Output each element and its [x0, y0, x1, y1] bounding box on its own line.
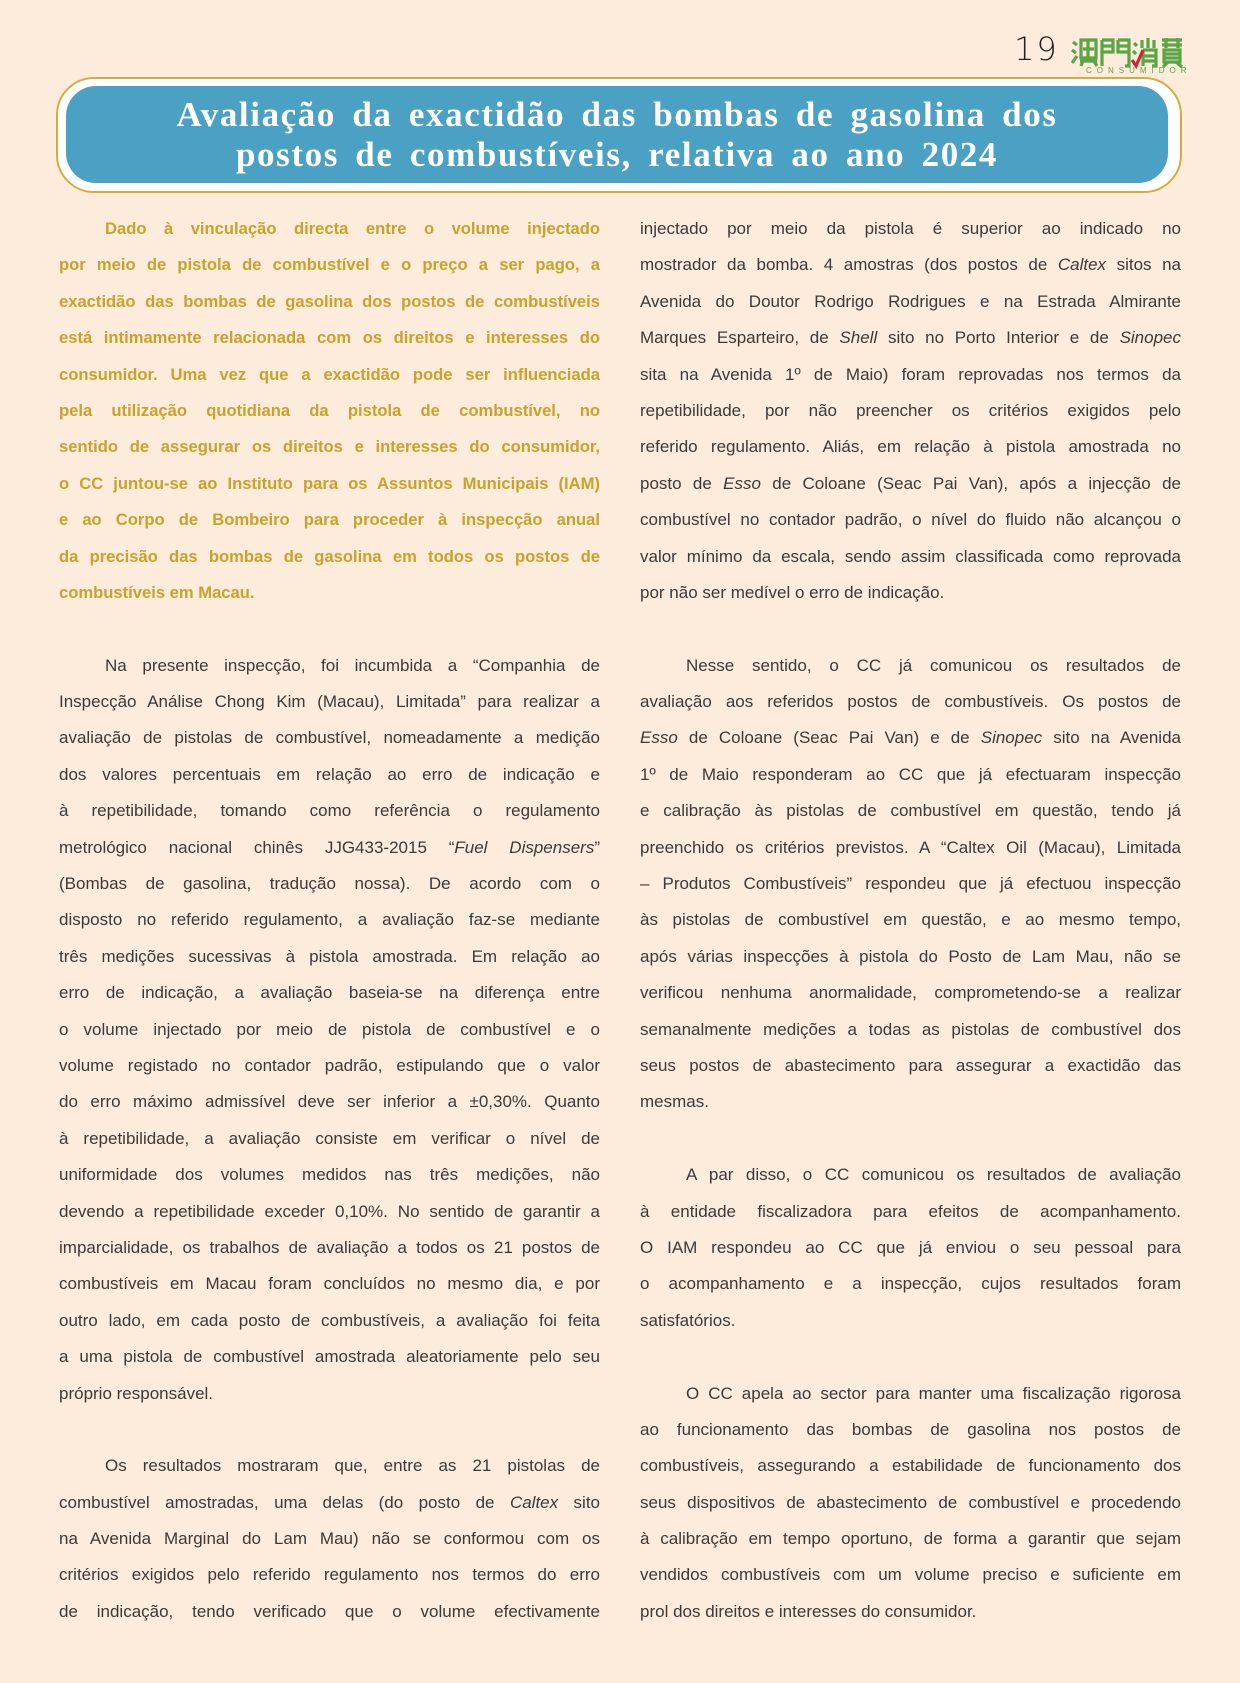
- text-line: (Bombas de gasolina, tradução nossa). De acordo com o: [59, 874, 600, 894]
- paragraph-spacer: [640, 1121, 1181, 1157]
- body-paragraph: [640, 1157, 1181, 1339]
- title-banner: [56, 77, 1182, 193]
- text-line: Esso de Coloane (Seac Pai Van) e de Sinopec sito na Avenida: [640, 728, 1181, 748]
- text-line: posto de Esso de Coloane (Seac Pai Van), após a injecção de: [640, 473, 1181, 493]
- text-line: Dado à vinculação directa entre o volume injectado: [105, 219, 600, 238]
- text-line: combustível amostradas, uma delas (do posto de Caltex sito: [59, 1492, 600, 1512]
- text-line: Avenida do Doutor Rodrigo Rodrigues e na Estrada Almirante: [640, 291, 1181, 311]
- intro-paragraph: [59, 211, 600, 611]
- paragraph-spacer: [59, 611, 600, 647]
- body-paragraph: [640, 1376, 1181, 1631]
- text-line: próprio responsável.: [59, 1383, 214, 1403]
- text-line: após várias inspecções à pistola do Posto de Lam Mau, não se: [640, 946, 1181, 966]
- paragraph-spacer: [59, 1412, 600, 1448]
- italic-brand-name: Shell: [839, 328, 878, 348]
- text-line: e calibração às pistolas de combustível em questão, tendo já: [640, 801, 1181, 821]
- text-line: Os resultados mostraram que, entre as 21 pistolas de: [105, 1456, 600, 1476]
- italic-brand-name: Caltex: [509, 1492, 559, 1512]
- right-text-column: [640, 211, 1181, 1630]
- text-line: de indicação, tendo verificado que o volume efectivamente: [59, 1601, 600, 1621]
- text-line: está intimamente relacionada com os direitos e interesses do: [59, 328, 600, 348]
- italic-brand-name: Sinopec: [980, 728, 1043, 748]
- text-line: ao funcionamento das bombas de gasolina nos postos de: [640, 1419, 1181, 1439]
- text-line: o CC juntou-se ao Instituto para os Assuntos Municipais (IAM): [59, 473, 600, 493]
- text-line: erro de indicação, a avaliação baseia-se na diferença entre: [59, 983, 600, 1003]
- text-line: valor mínimo da escala, sendo assim classificada como reprovada: [640, 546, 1181, 566]
- text-line: na Avenida Marginal do Lam Mau) não se conformou com os: [59, 1529, 600, 1549]
- text-line: e ao Corpo de Bombeiro para proceder à inspecção anual: [59, 510, 600, 530]
- text-line: injectado por meio da pistola é superior ao indicado no: [640, 219, 1181, 238]
- text-line: combustíveis em Macau.: [59, 582, 255, 602]
- page-number: 19: [1014, 30, 1059, 68]
- text-line: vendidos combustíveis com um volume preciso e suficiente em: [640, 1565, 1181, 1585]
- text-line: sita na Avenida 1º de Maio) foram reprovadas nos termos da: [640, 364, 1181, 384]
- text-line: sentido de assegurar os direitos e interesses do consumidor,: [59, 437, 600, 457]
- text-line: satisfatórios.: [640, 1310, 736, 1330]
- article-title-line-2: postos de combustíveis, relativa ao ano 2024: [235, 134, 999, 174]
- body-paragraph: [59, 1448, 600, 1630]
- text-line: por não ser medível o erro de indicação.: [640, 582, 945, 602]
- text-line: O IAM respondeu ao CC que já enviou o seu pessoal para: [640, 1237, 1181, 1257]
- text-line: outro lado, em cada posto de combustíveis, a avaliação foi feita: [59, 1310, 600, 1330]
- text-line: preenchido os critérios previstos. A “Caltex Oil (Macau), Limitada: [640, 837, 1181, 857]
- italic-brand-name: Esso: [640, 728, 678, 748]
- text-line: repetibilidade, por não preencher os critérios exigidos pelo: [640, 400, 1181, 420]
- text-line: prol dos direitos e interesses do consumidor.: [640, 1601, 977, 1621]
- text-line: imparcialidade, os trabalhos de avaliação a todos os 21 postos de: [59, 1237, 600, 1257]
- text-line: O CC apela ao sector para manter uma fiscalização rigorosa: [686, 1383, 1181, 1403]
- text-line: seus postos de abastecimento para assegurar a exactidão das: [640, 1055, 1181, 1075]
- italic-brand-name: Sinopec: [1119, 328, 1181, 348]
- text-line: dos valores percentuais em relação ao erro de indicação e: [59, 764, 600, 784]
- text-line: pela utilização quotidiana da pistola de combustível, no: [59, 400, 600, 420]
- text-line: do erro máximo admissível deve ser inferior a ±0,30%. Quanto: [59, 1092, 600, 1112]
- text-line: Inspecção Análise Chong Kim (Macau), Limitada” para realizar a: [59, 692, 600, 712]
- left-text-column: [59, 211, 600, 1630]
- text-line: semanalmente medições a todas as pistolas de combustível dos: [640, 1019, 1181, 1039]
- paragraph-spacer: [640, 611, 1181, 647]
- italic-brand-name: Esso: [723, 473, 761, 493]
- text-line: combustíveis em Macau foram concluídos no mesmo dia, e por: [59, 1274, 600, 1294]
- text-line: 1º de Maio responderam ao CC que já efectuaram inspecção: [640, 764, 1181, 784]
- text-line: mostrador da bomba. 4 amostras (dos postos de Caltex sitos na: [640, 255, 1182, 275]
- paragraph-spacer: [640, 1339, 1181, 1375]
- text-line: verificou nenhuma anormalidade, comprometendo-se a realizar: [640, 983, 1181, 1003]
- text-line: uniformidade dos volumes medidos nas três medições, não: [59, 1165, 600, 1185]
- text-line: volume registado no contador padrão, estipulando que o valor: [59, 1055, 600, 1075]
- text-line: combustível no contador padrão, o nível do fluido não alcançou o: [640, 510, 1181, 530]
- text-line: por meio de pistola de combustível e o preço a ser pago, a: [59, 255, 600, 275]
- text-line: A par disso, o CC comunicou os resultados de avaliação: [686, 1165, 1181, 1185]
- text-line: Nesse sentido, o CC já comunicou os resultados de: [686, 655, 1181, 675]
- text-line: à calibração em tempo oportuno, de forma a garantir que sejam: [640, 1529, 1181, 1549]
- text-line: avaliação de pistolas de combustível, nomeadamente a medição: [59, 728, 600, 748]
- title-box: [66, 86, 1168, 183]
- text-line: o acompanhamento e a inspecção, cujos resultados foram: [640, 1274, 1181, 1294]
- text-line: mesmas.: [640, 1092, 709, 1112]
- text-line: à repetibilidade, tomando como referência o regulamento: [59, 801, 600, 821]
- text-line: – Produtos Combustíveis” respondeu que já efectuou inspecção: [640, 874, 1181, 894]
- article-title-line-1: Avaliação da exactidão das bombas de gasolina dos: [176, 94, 1058, 134]
- text-line: três medições sucessivas à pistola amostrada. Em relação ao: [59, 946, 600, 966]
- text-line: avaliação aos referidos postos de combustíveis. Os postos de: [640, 692, 1181, 712]
- text-line: exactidão das bombas de gasolina dos postos de combustíveis: [59, 291, 600, 311]
- text-line: às pistolas de combustível em questão, e ao mesmo tempo,: [640, 910, 1181, 930]
- text-line: da precisão das bombas de gasolina em todos os postos de: [59, 546, 600, 566]
- logo-subtitle: CONSUMIDOR: [1086, 66, 1192, 75]
- text-line: disposto no referido regulamento, a avaliação faz-se mediante: [59, 910, 600, 930]
- text-line: combustíveis, assegurando a estabilidade de funcionamento dos: [640, 1456, 1181, 1476]
- text-line: a uma pistola de combustível amostrada aleatoriamente pelo seu: [59, 1347, 600, 1367]
- text-line: metrológico nacional chinês JJG433-2015 “Fuel Dispensers”: [59, 837, 600, 857]
- text-line: referido regulamento. Aliás, em relação à pistola amostrada no: [640, 437, 1181, 457]
- text-line: à repetibilidade, a avaliação consiste em verificar o nível de: [59, 1128, 600, 1148]
- text-line: consumidor. Uma vez que a exactidão pode ser influenciada: [59, 364, 600, 384]
- text-line: Marques Esparteiro, de Shell sito no Porto Interior e de Sinopec: [640, 328, 1181, 348]
- text-line: critérios exigidos pelo referido regulamento nos termos do erro: [59, 1565, 600, 1585]
- text-line: devendo a repetibilidade exceder 0,10%. No sentido de garantir a: [59, 1201, 600, 1221]
- text-line: o volume injectado por meio de pistola de combustível e o: [59, 1019, 600, 1039]
- italic-brand-name: Fuel Dispensers: [454, 837, 595, 857]
- body-paragraph: [59, 648, 600, 1412]
- body-paragraph: [640, 648, 1181, 1121]
- text-line: à entidade fiscalizadora para efeitos de acompanhamento.: [640, 1201, 1181, 1221]
- text-line: seus dispositivos de abastecimento de combustível e procedendo: [640, 1492, 1181, 1512]
- italic-brand-name: Caltex: [1057, 255, 1107, 275]
- body-paragraph: [640, 211, 1181, 611]
- text-line: Na presente inspecção, foi incumbida a “Companhia de: [105, 655, 600, 675]
